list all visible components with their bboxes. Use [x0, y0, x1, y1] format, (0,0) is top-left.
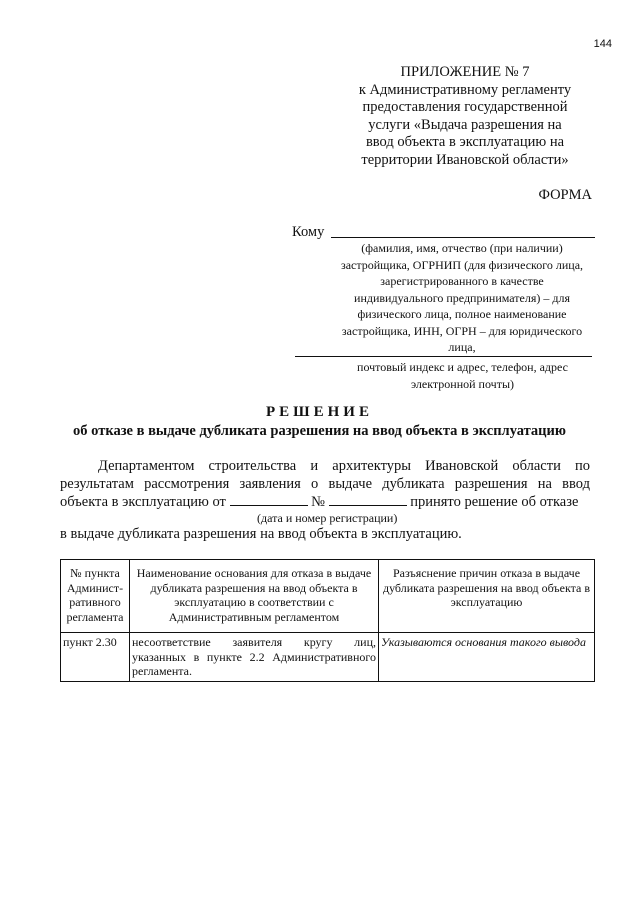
- table-row: [61, 633, 595, 682]
- page-number: 144: [593, 38, 612, 50]
- address-note: [335, 359, 590, 392]
- recipient-note-line: застройщика, ИНН, ОГРН – для юридического: [341, 323, 583, 338]
- number-sign: №: [311, 494, 325, 510]
- address-field-line: [295, 356, 592, 357]
- recipient-note-line: (фамилия, имя, отчество (при наличии): [361, 241, 563, 255]
- refusal-reasons-table: [60, 559, 595, 682]
- recipient-note: [326, 240, 598, 356]
- recipient-note-line: зарегистрированного в качестве: [380, 274, 544, 288]
- number-blank: [329, 493, 407, 506]
- body-line: Департаментом строительства и архитектуры Ивановской области по: [98, 458, 590, 474]
- table-header-row: [61, 560, 595, 633]
- body-last-line: в выдаче дубликата разрешения на ввод объекта в эксплуатацию.: [60, 526, 462, 542]
- appendix-line: территории Ивановской области»: [361, 151, 569, 168]
- recipient-note-line: индивидуального предпринимателя) – для: [354, 290, 570, 305]
- decision-body: [60, 458, 590, 493]
- column-header-reason: Наименование основания для отказа в выдаче дубликата разрешения на ввод объекта в эксплуатацию в соответствии с Административным регламентом: [130, 560, 379, 633]
- form-label: ФОРМА: [538, 187, 592, 203]
- cell-clause: пункт 2.30: [61, 633, 130, 682]
- body-line-start: объекта в эксплуатацию от: [60, 494, 226, 510]
- body-line-end: принято решение об отказе: [410, 494, 579, 510]
- address-note-line: почтовый индекс и адрес, телефон, адрес: [357, 360, 568, 374]
- decision-title: РЕШЕНИЕ: [266, 404, 373, 420]
- appendix-header: [340, 64, 590, 169]
- column-header-explanation: Разъяснение причин отказа в выдаче дубликата разрешения на ввод объекта в эксплуатацию: [379, 560, 595, 633]
- recipient-field-line: [331, 237, 595, 238]
- cell-reason: несоответствие заявителя кругу лиц, указанных в пункте 2.2 Административного регламента.: [130, 633, 379, 682]
- registration-note: (дата и номер регистрации): [257, 511, 398, 525]
- address-note-line: электронной почты): [410, 376, 515, 391]
- recipient-label: Кому: [292, 224, 325, 240]
- recipient-note-line: лица,: [448, 340, 476, 354]
- recipient-note-line: застройщика, ОГРНИП (для физического лица,: [340, 257, 584, 272]
- appendix-line: услуги «Выдача разрешения на: [368, 116, 562, 133]
- appendix-line: ввод объекта в эксплуатацию на: [365, 134, 565, 150]
- date-blank: [230, 493, 308, 506]
- body-line-with-blanks: [60, 493, 590, 512]
- cell-explanation: Указываются основания такого вывода: [379, 633, 595, 682]
- appendix-line: к Административному регламенту: [358, 81, 572, 98]
- appendix-line: ПРИЛОЖЕНИЕ № 7: [400, 64, 530, 80]
- appendix-line: предоставления государственной: [362, 99, 568, 115]
- body-line: результатам рассмотрения заявления о выдаче дубликата разрешения на ввод: [60, 475, 590, 492]
- recipient-note-line: физического лица, полное наименование: [357, 307, 567, 321]
- column-header-clause: № пункта Админист-ративного регламента: [61, 560, 130, 633]
- decision-subtitle: об отказе в выдаче дубликата разрешения на ввод объекта в эксплуатацию: [73, 423, 566, 439]
